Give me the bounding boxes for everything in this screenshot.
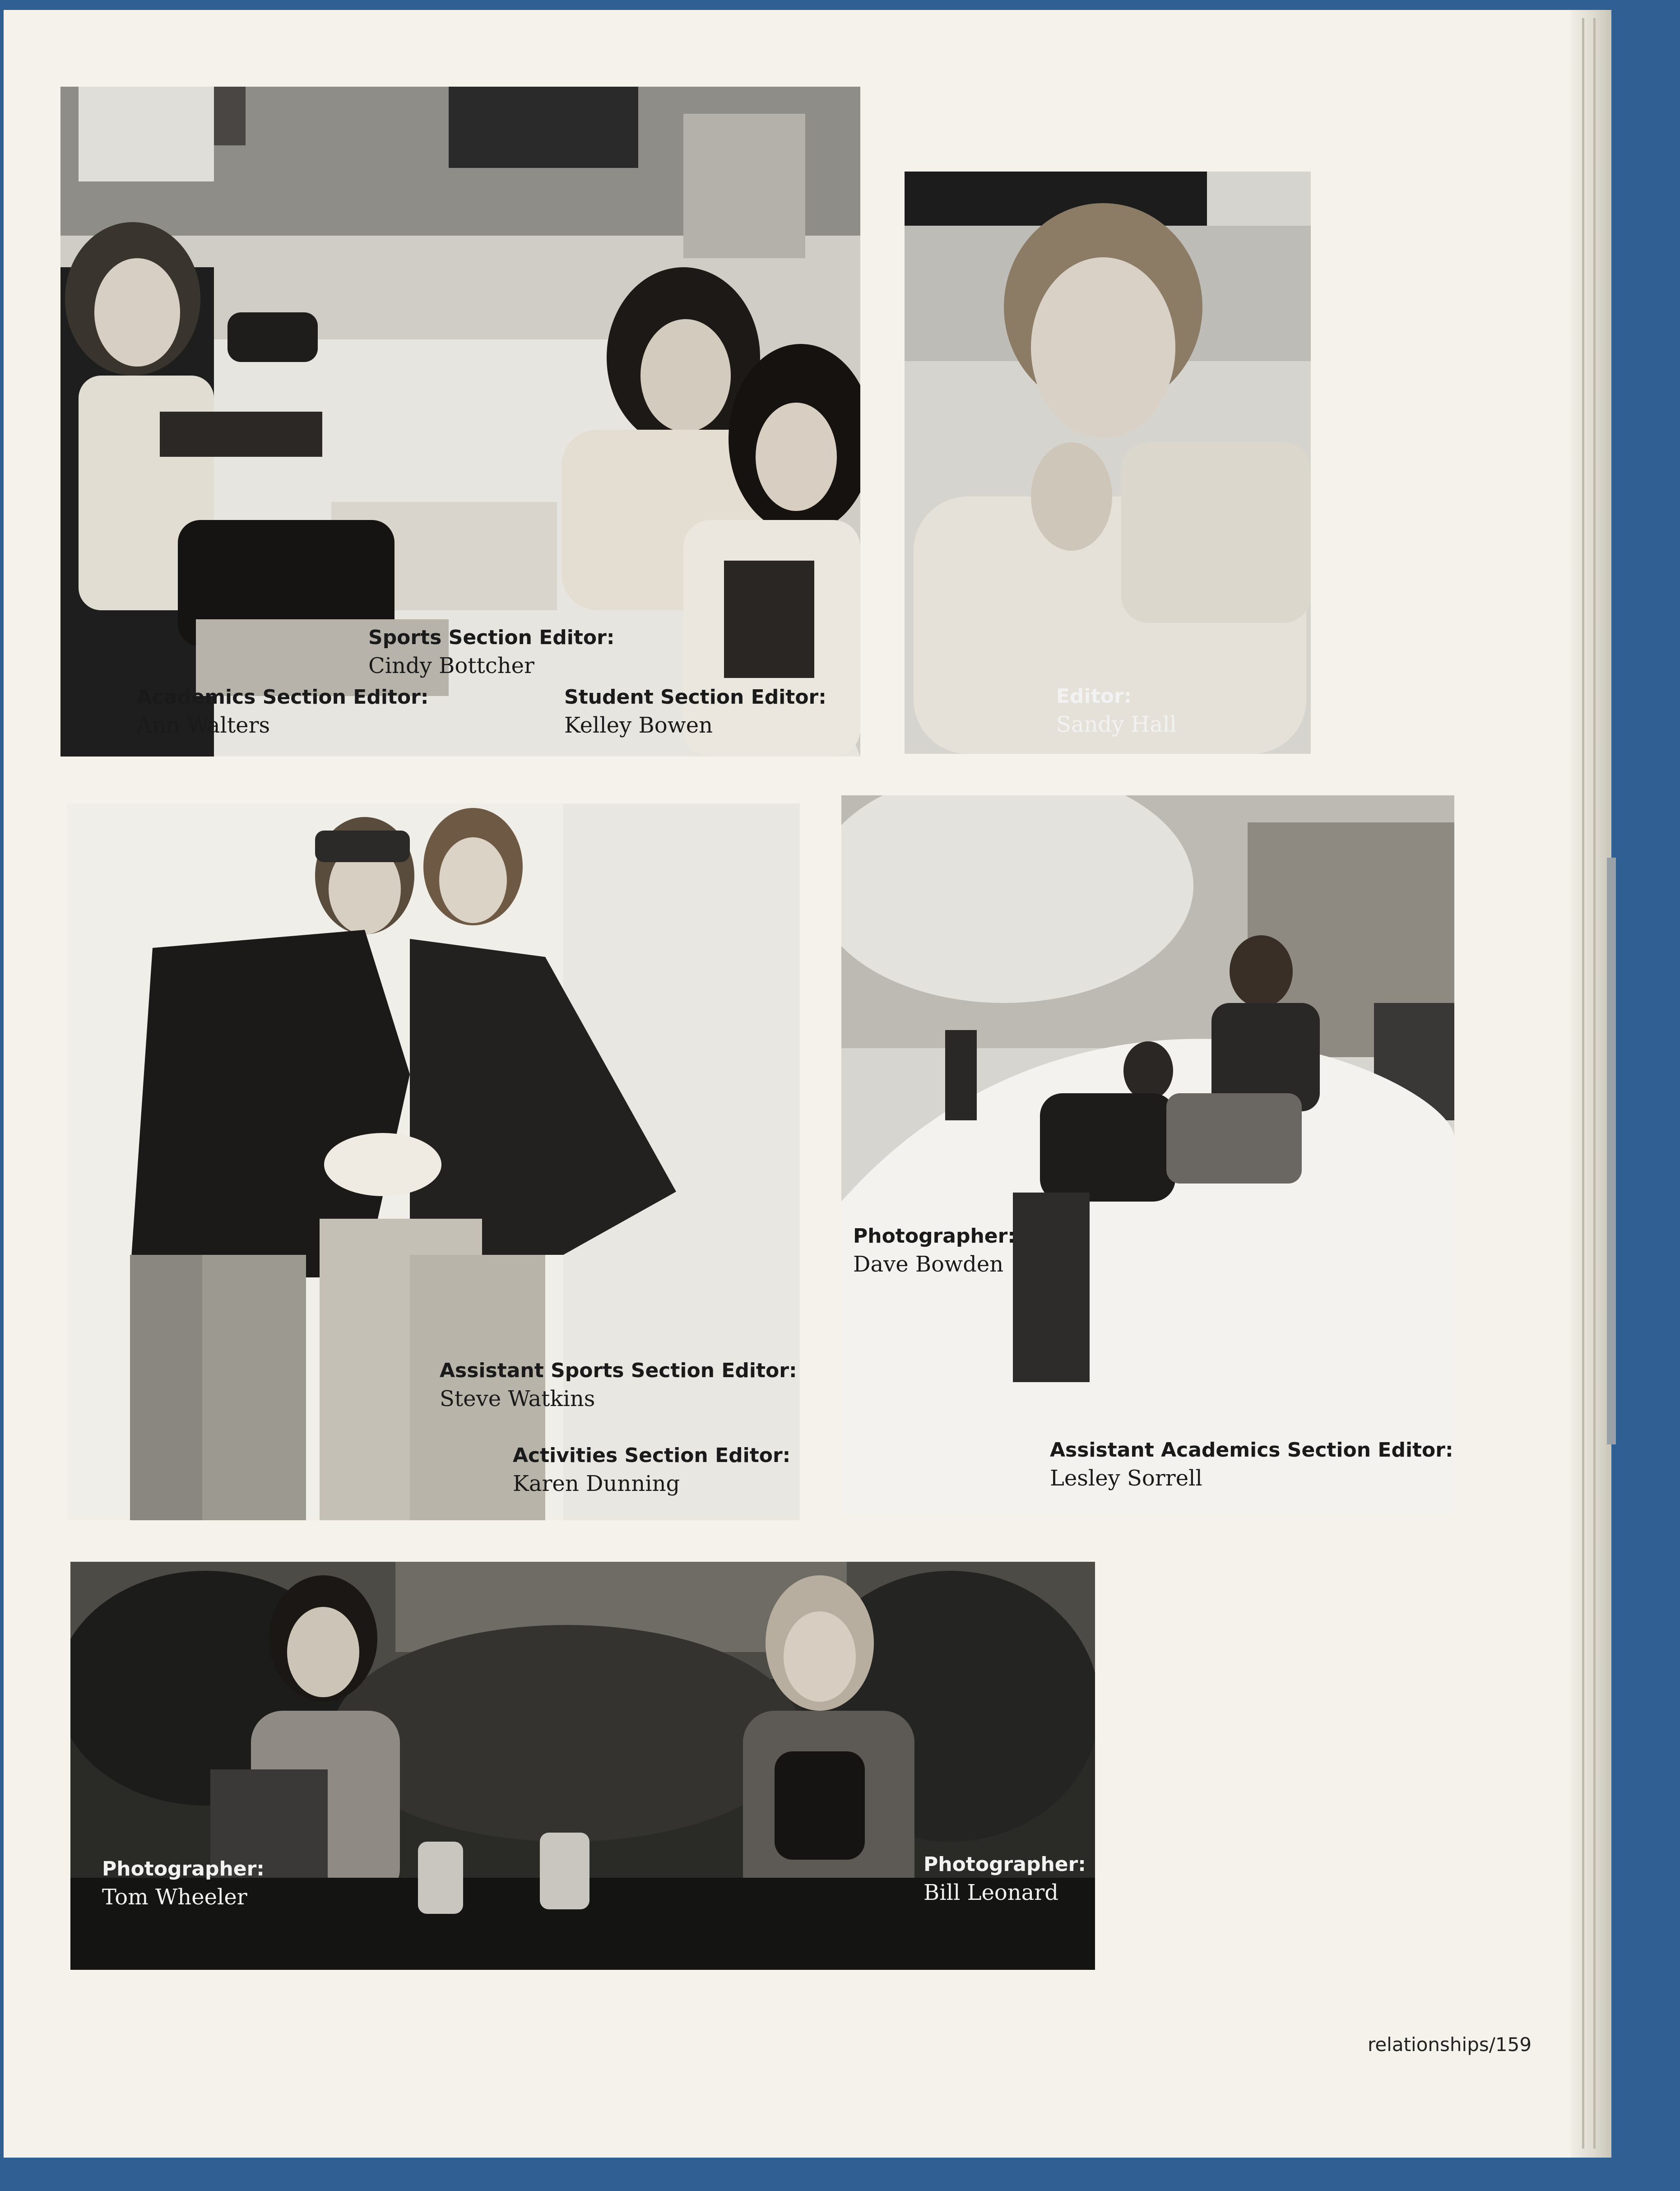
caption-name: Lesley Sorrell [1050, 1466, 1202, 1491]
caption-role: Activities Section Editor: [513, 1444, 791, 1467]
caption-activities-editor [513, 1442, 790, 1498]
caption-role: Assistant Sports Section Editor: [440, 1359, 797, 1382]
snow-mound-image [841, 795, 1454, 1515]
caption-role: Photographer: [924, 1853, 1086, 1876]
caption-name: Tom Wheeler [102, 1885, 247, 1910]
caption-role: Photographer: [853, 1225, 1016, 1248]
caption-name: Steve Watkins [440, 1386, 595, 1411]
caption-name: Dave Bowden [853, 1252, 1004, 1277]
greenhouse-photo [70, 1562, 1095, 1970]
caption-role: Sports Section Editor: [368, 626, 615, 649]
editor-portrait-image [905, 172, 1311, 754]
staff-table-photo [60, 87, 860, 757]
caption-photographer-bowden [853, 1222, 1016, 1278]
caption-editor [1056, 682, 1177, 738]
caption-name: Kelley Bowen [564, 713, 713, 738]
snow-mound-photo [841, 795, 1454, 1515]
caption-student-editor [564, 683, 826, 739]
page-edge-line [1582, 18, 1584, 2149]
caption-name: Sandy Hall [1056, 712, 1177, 737]
caption-role: Photographer: [102, 1857, 265, 1880]
caption-academics-editor [136, 683, 428, 739]
caption-photographer-wheeler [102, 1855, 265, 1911]
page-folio: relationships/159 [1368, 2033, 1532, 2056]
page-edge-shade [1571, 10, 1611, 2158]
editor-portrait-photo [905, 172, 1311, 754]
caption-role: Editor: [1056, 685, 1132, 708]
caption-asst-academics-editor [1050, 1436, 1453, 1492]
caption-name: Bill Leonard [924, 1880, 1058, 1905]
caption-sports-editor [368, 624, 614, 680]
caption-role: Student Section Editor: [564, 686, 826, 709]
caption-role: Academics Section Editor: [136, 686, 429, 709]
caption-name: Ann Walters [136, 713, 270, 738]
caption-asst-sports-editor [440, 1357, 797, 1413]
caption-name: Cindy Bottcher [368, 653, 534, 678]
caption-name: Karen Dunning [513, 1471, 680, 1496]
page-edge-line [1593, 18, 1596, 2149]
caption-role: Assistant Academics Section Editor: [1050, 1439, 1453, 1462]
caption-photographer-leonard [924, 1851, 1086, 1907]
binding-strip [1607, 858, 1616, 1444]
couple-in-snow-photo [67, 803, 800, 1520]
